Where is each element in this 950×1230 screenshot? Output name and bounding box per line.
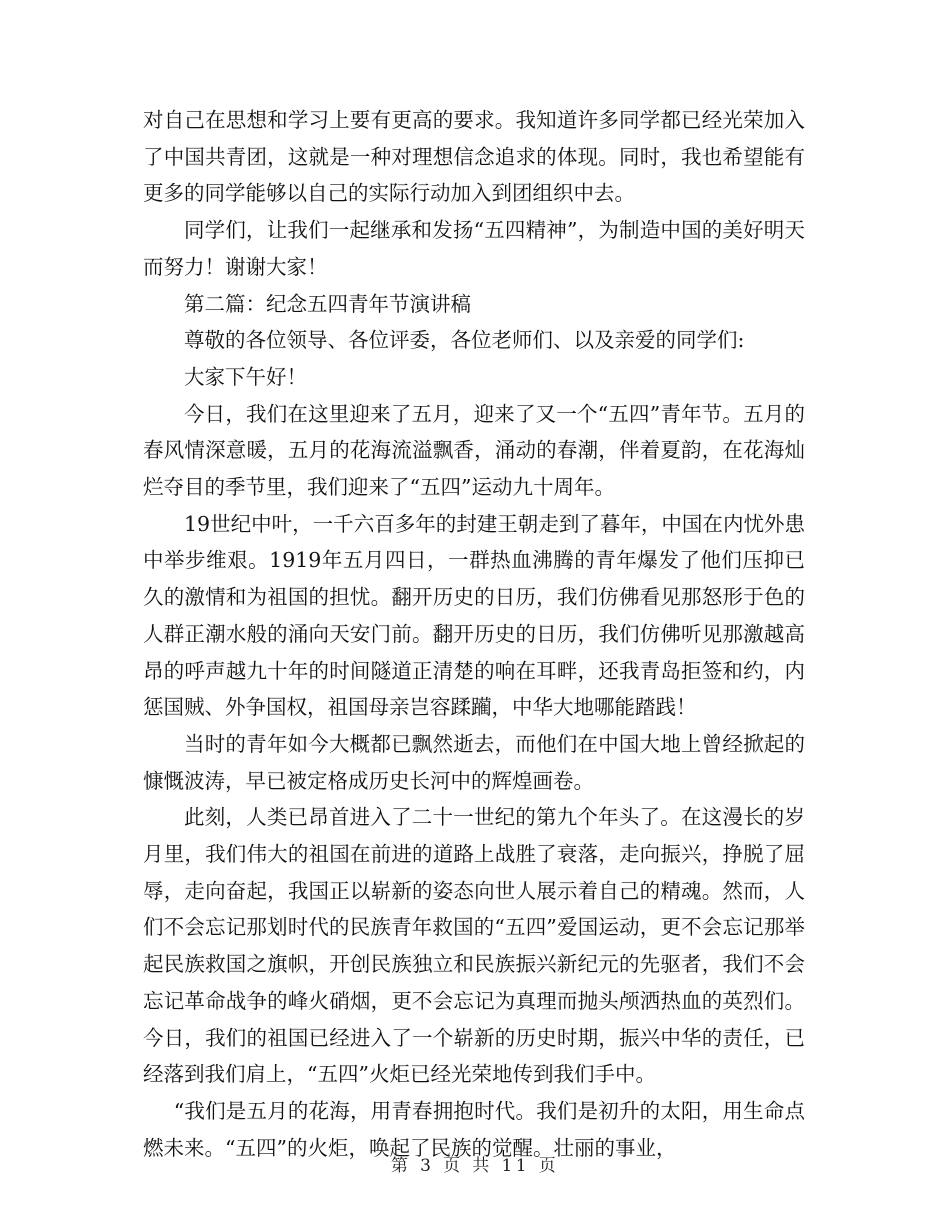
paragraph-may: 今日，我们在这里迎来了五月，迎来了又一个“五四”青年节。五月的春风情深意暖，五月的花海流溢飘香，涌动的春潮，伴着夏韵，在花海灿烂夺目的季节里，我们迎来了“五四”运动九十周年。 xyxy=(143,401,805,500)
paragraph-continuation: 对自己在思想和学习上要有更高的要求。我知道许多同学都已经光荣加入了中国共青团，这就是一种对理想信念追求的体现。同时，我也希望能有更多的同学能够以自己的实际行动加入到团组织中去。 xyxy=(143,108,805,206)
salutation: 尊敬的各位领导、各位评委，各位老师们、以及亲爱的同学们: xyxy=(184,328,745,353)
page-number-footer: 第 3 页 共 11 页 xyxy=(390,1156,560,1176)
paragraph-closing: 同学们，让我们一起继承和发扬“五四精神”，为制造中国的美好明天而努力！谢谢大家！ xyxy=(143,218,805,279)
greeting: 大家下午好！ xyxy=(184,364,307,389)
paragraph-youth: 当时的青年如今大概都已飘然逝去，而他们在中国大地上曾经掀起的慷慨波涛，早已被定格成历史长河中的辉煌画卷。 xyxy=(143,731,805,793)
page-body xyxy=(143,102,805,1166)
paragraph-quote: “我们是五月的花海，用青春拥抱时代。我们是初升的太阳，用生命点燃未来。“五四”的火炬，唤起了民族的觉醒。壮丽的事业， xyxy=(143,1098,805,1160)
paragraph-history: 19世纪中叶，一千六百多年的封建王朝走到了暮年，中国在内忧外患中举步维艰。1919年五月四日，一群热血沸腾的青年爆发了他们压抑已久的激情和为祖国的担忧。翻开历史的日历，我们仿佛看见那怒形于色的人群正潮水般的涌向天安门前。翻开历史的日历，我们仿佛听见那激越高昂的呼声越九十年的时间隧道正清楚的响在耳畔，还我青岛拒签和约，内惩国贼、外争国权，祖国母亲岂容蹂躏，中华大地哪能踏践！ xyxy=(143,511,805,720)
paragraph-present: 此刻，人类已昂首进入了二十一世纪的第九个年头了。在这漫长的岁月里，我们伟大的祖国在前进的道路上战胜了衰落，走向振兴，挣脱了屈辱，走向奋起，我国正以崭新的姿态向世人展示着自己的精魂。然而，人们不会忘记那划时代的民族青年救国的“五四”爱国运动，更不会忘记那举起民族救国之旗帜，开创民族独立和民族振兴新纪元的先驱者，我们不会忘记革命战争的峰火硝烟，更不会忘记为真理而抛头颅洒热血的英烈们。今日，我们的祖国已经进入了一个崭新的历史时期，振兴中华的责任，已经落到我们肩上，“五四”火炬已经光荣地传到我们手中。 xyxy=(143,805,805,1087)
section-heading: 第二篇：纪念五四青年节演讲稿 xyxy=(184,291,471,316)
